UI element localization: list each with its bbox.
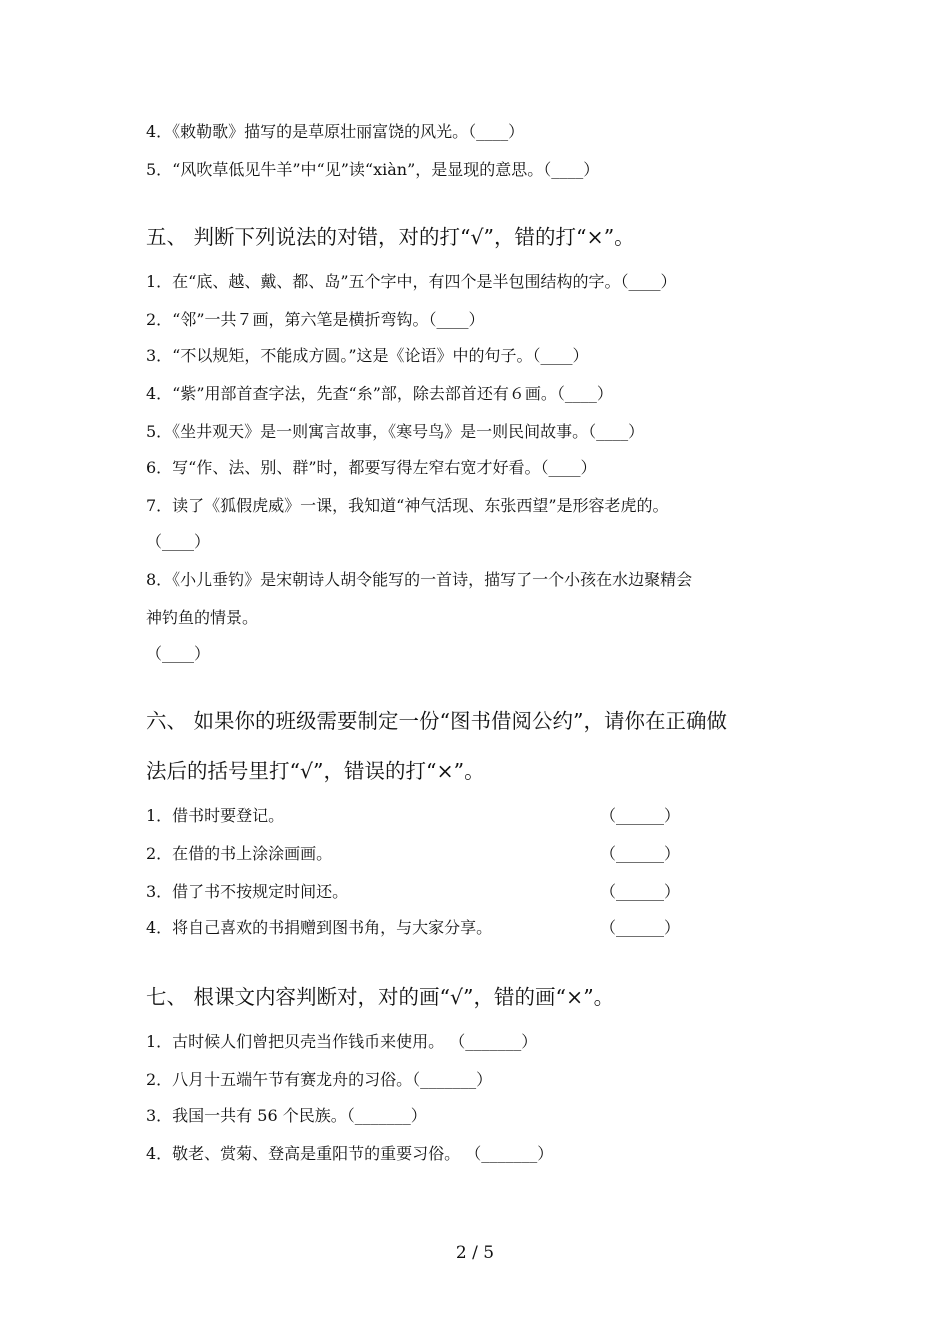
question-5-top: 5．“风吹草低见牛羊”中“见”读“xiàn”，是显现的意思。（____） <box>146 160 600 179</box>
s5-question-8: 8．《小儿垂钓》是宋朝诗人胡令能写的一首诗，描写了一个小孩在水边聚精会 <box>146 570 693 589</box>
s6-question-4: 4．将自己喜欢的书捐赠到图书角，与大家分享。 <box>146 918 493 937</box>
s5-question-5: 5．《坐井观天》是一则寓言故事，《寒号鸟》是一则民间故事。（____） <box>146 422 645 441</box>
s6-question-1: 1．借书时要登记。 <box>146 806 285 825</box>
section-7-title: 七、 根课文内容判断对，对的画“√”，错的画“×”。 <box>146 985 615 1009</box>
s5-question-7-blank: （____） <box>146 532 211 551</box>
s6-question-2: 2．在借的书上涂涂画画。 <box>146 844 333 863</box>
s7-question-2: 2．八月十五端午节有赛龙舟的习俗。（_______） <box>146 1070 493 1089</box>
s6-answer-blank-2: （______） <box>600 844 681 863</box>
s6-answer-blank-1: （______） <box>600 806 681 825</box>
s5-question-1: 1．在“底、越、戴、都、岛”五个字中，有四个是半包围结构的字。（____） <box>146 272 677 291</box>
s5-question-8-blank: （____） <box>146 644 211 663</box>
s5-question-2: 2．“邻”一共７画，第六笔是横折弯钩。（____） <box>146 310 485 329</box>
s7-question-3: 3．我国一共有 56 个民族。（_______） <box>146 1106 427 1125</box>
section-5-title: 五、 判断下列说法的对错，对的打“√”，错的打“×”。 <box>146 225 635 249</box>
section-6-title-line2: 法后的括号里打“√”，错误的打“×”。 <box>146 759 485 783</box>
s5-question-7: 7．读了《狐假虎威》一课，我知道“神气活现、东张西望”是形容老虎的。 <box>146 496 669 515</box>
section-6-title-line1: 六、 如果你的班级需要制定一份“图书借阅公约”，请你在正确做 <box>146 709 727 733</box>
s7-question-1: 1．古时候人们曾把贝壳当作钱币来使用。 （_______） <box>146 1032 538 1051</box>
s5-question-3: 3．“不以规矩，不能成方圆。”这是《论语》中的句子。（____） <box>146 346 589 365</box>
s6-answer-blank-3: （______） <box>600 882 681 901</box>
s5-question-4: 4．“紫”用部首查字法，先查“糸”部，除去部首还有６画。（____） <box>146 384 613 403</box>
page-number: 2 / 5 <box>455 1243 495 1263</box>
s6-answer-blank-4: （______） <box>600 918 681 937</box>
s6-question-3: 3．借了书不按规定时间还。 <box>146 882 349 901</box>
s7-question-4: 4．敬老、赏菊、登高是重阳节的重要习俗。 （_______） <box>146 1144 554 1163</box>
question-4-top: 4．《敕勒歌》描写的是草原壮丽富饶的风光。（____） <box>146 122 525 141</box>
s5-question-8-cont: 神钓鱼的情景。 <box>146 608 259 627</box>
s5-question-6: 6．写“作、法、别、群”时，都要写得左窄右宽才好看。（____） <box>146 458 597 477</box>
